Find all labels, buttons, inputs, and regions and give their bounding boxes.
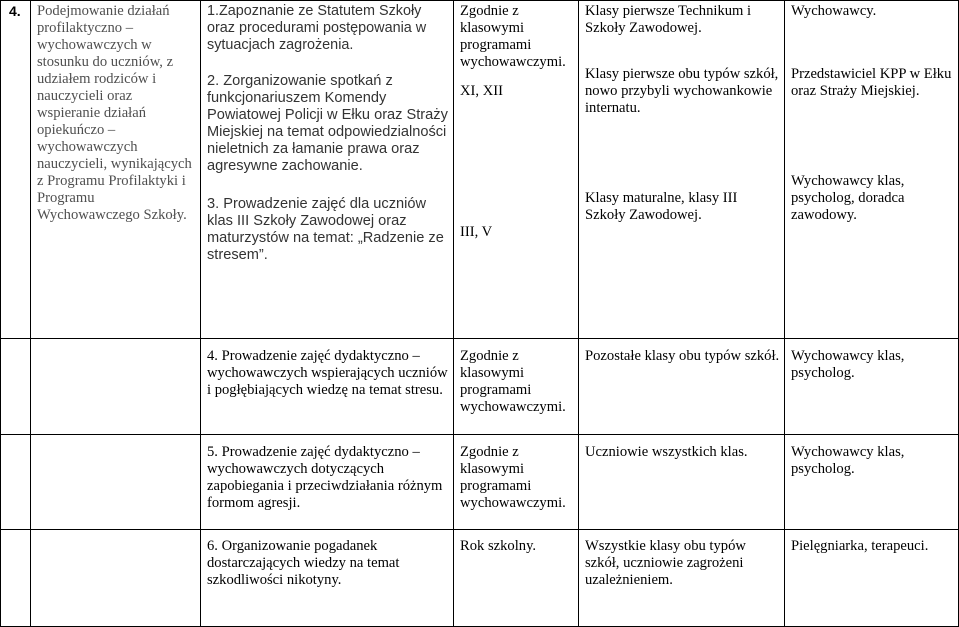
table-row [1, 435, 959, 530]
term-text: III, V [460, 224, 493, 240]
term-text: Rok szkolny. [460, 538, 537, 554]
responsible-text: Wychowawcy klas, psycholog. [791, 348, 905, 381]
task-cell [201, 435, 454, 530]
row-number: 4. [1, 1, 31, 339]
term-cell [454, 435, 579, 530]
table-row [1, 530, 959, 627]
task-text: 1.Zapoznanie ze Statutem Szkoły oraz procedurami postępowania w sytuacjach zagrożenia. [207, 3, 427, 53]
term-text: Zgodnie z klasowymi programami wychowawczymi. [460, 3, 566, 70]
task-cell [201, 530, 454, 627]
goal-description [31, 1, 201, 339]
target-text: Pozostałe klasy obu typów szkół. [585, 348, 780, 364]
target-text: Uczniowie wszystkich klas. [585, 444, 748, 460]
target-text: Wszystkie klasy obu typów szkół, uczniowie zagrożeni uzależnieniem. [585, 538, 746, 588]
table-row [1, 339, 959, 435]
responsible-text: Pielęgniarka, terapeuci. [791, 538, 929, 554]
task-text: 4. Prowadzenie zajęć dydaktyczno – wychowawczych wspierających uczniów i pogłębiających wiedzę na temat stresu. [207, 348, 448, 398]
term-text: XI, XII [460, 83, 503, 99]
task-text: 6. Organizowanie pogadanek dostarczających wiedzy na temat szkodliwości nikotyny. [207, 538, 400, 588]
target-text: Klasy pierwsze obu typów szkół, nowo przybyli wychowankowie internatu. [585, 66, 779, 116]
task-text: 3. Prowadzenie zajęć dla uczniów klas III Szkoły Zawodowej oraz maturzystów na temat: „Radzenie ze stresem”. [207, 196, 444, 263]
term-cell [454, 530, 579, 627]
task-text: 2. Zorganizowanie spotkań z funkcjonariuszem Komendy Powiatowej Policji w Ełku oraz Straży Miejskiej na temat odpowiedzialności nieletnich za łamanie prawa oraz agresywne zachowanie. [207, 73, 448, 174]
responsible-cell [785, 530, 959, 627]
term-cell [454, 1, 579, 339]
term-cell [454, 339, 579, 435]
table-row [1, 1, 959, 339]
tasks-cell [201, 1, 454, 339]
responsible-text: Wychowawcy. [791, 3, 877, 19]
target-text: Klasy pierwsze Technikum i Szkoły Zawodowej. [585, 3, 752, 36]
goal-text: Podejmowanie działań profilaktyczno – wychowawczych w stosunku do uczniów, z udziałem rodziców i nauczycieli oraz wspieranie działań opiekuńczo – wychowawczych nauczycieli, wynikających z Programu Profilaktyki i Programu Wychowawczego Szkoły. [37, 3, 192, 223]
target-text: Klasy maturalne, klasy III Szkoły Zawodowej. [585, 190, 738, 223]
target-cell [579, 339, 785, 435]
responsible-text: Przedstawiciel KPP w Ełku oraz Straży Miejskiej. [791, 66, 952, 99]
responsible-cell [785, 339, 959, 435]
term-text: Zgodnie z klasowymi programami wychowawczymi. [460, 348, 566, 415]
responsible-cell [785, 1, 959, 339]
task-cell [201, 339, 454, 435]
target-cell [579, 1, 785, 339]
responsible-text: Wychowawcy klas, psycholog. [791, 444, 905, 477]
target-cell [579, 530, 785, 627]
responsible-text: Wychowawcy klas, psycholog, doradca zawodowy. [791, 173, 905, 223]
task-text: 5. Prowadzenie zajęć dydaktyczno – wychowawczych dotyczących zapobiegania i przeciwdziałania różnym formom agresji. [207, 444, 443, 511]
responsible-cell [785, 435, 959, 530]
target-cell [579, 435, 785, 530]
term-text: Zgodnie z klasowymi programami wychowawczymi. [460, 444, 566, 511]
